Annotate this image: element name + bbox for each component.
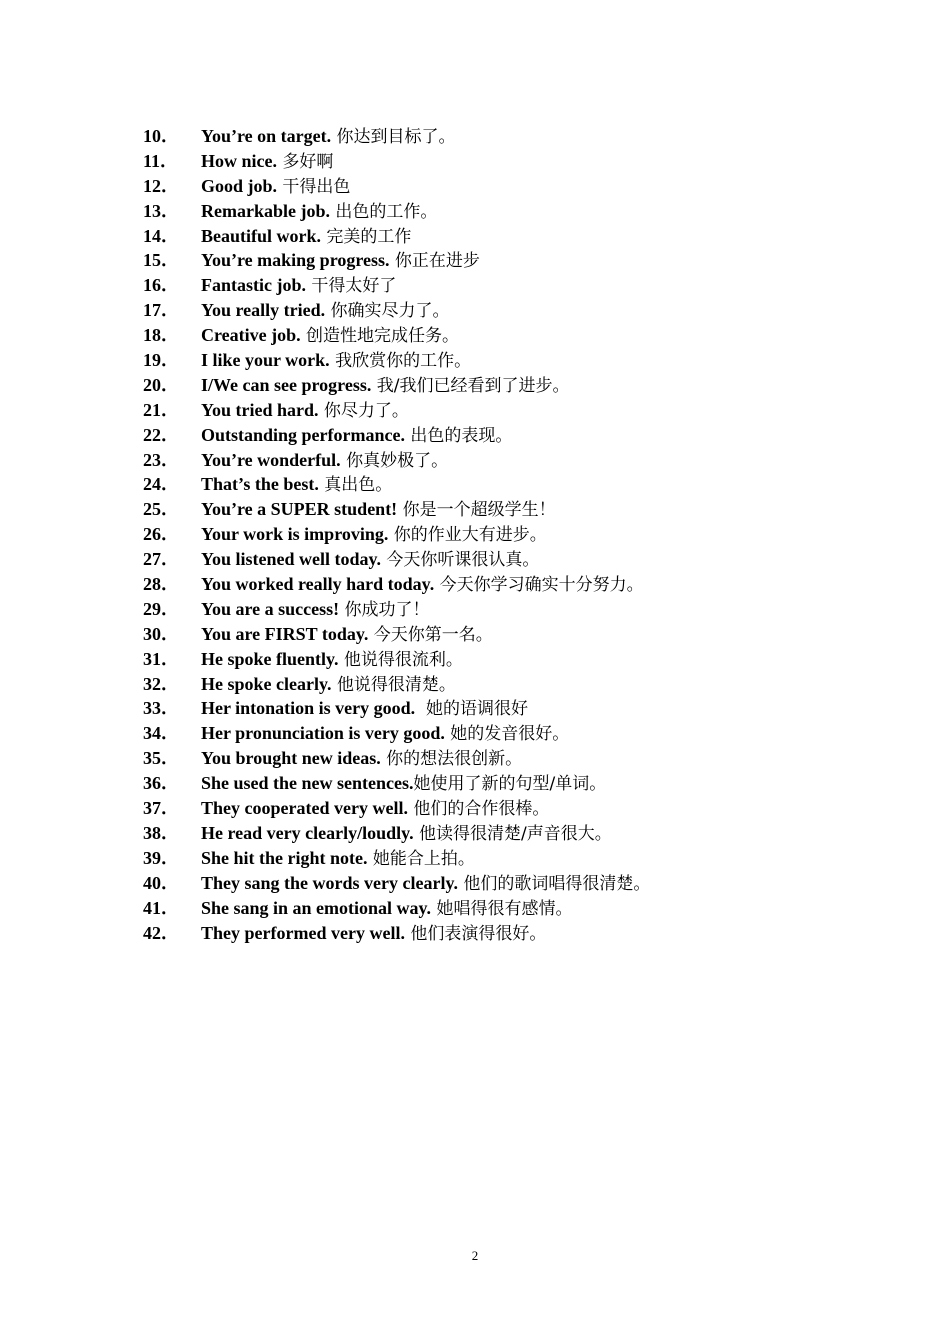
- chinese-translation: 今天你第一名。: [368, 624, 493, 645]
- item-number: 31．: [143, 648, 179, 669]
- chinese-translation: 你是一个超级学生！: [397, 500, 556, 521]
- chinese-translation: 我/我们已经看到了进步。: [371, 375, 570, 396]
- chinese-translation: 我欣赏你的工作。: [329, 351, 472, 372]
- list-item: [143, 124, 650, 149]
- item-number: 24．: [143, 474, 179, 495]
- english-phrase: You brought new ideas.: [201, 748, 381, 769]
- list-item: [143, 522, 650, 547]
- item-number: 12．: [143, 175, 179, 196]
- list-item: [143, 348, 650, 373]
- list-item: [143, 323, 650, 348]
- english-phrase: You are a success!: [201, 598, 340, 619]
- item-number: 18．: [143, 325, 179, 346]
- item-number: 21．: [143, 399, 179, 420]
- item-number: 26．: [143, 524, 179, 545]
- item-number: 35．: [143, 748, 179, 769]
- english-phrase: Her intonation is very good.: [201, 698, 416, 719]
- english-phrase: You are FIRST today.: [201, 623, 369, 644]
- english-phrase: They sang the words very clearly.: [201, 872, 458, 893]
- list-item: [143, 248, 650, 273]
- chinese-translation: 干得出色: [277, 176, 351, 197]
- item-number: 20．: [143, 374, 179, 395]
- english-phrase: Fantastic job.: [201, 275, 306, 296]
- english-phrase: You really tried.: [201, 300, 326, 321]
- list-item: [143, 273, 650, 298]
- list-item: [143, 622, 650, 647]
- english-phrase: You’re a SUPER student!: [201, 499, 398, 520]
- list-item: [143, 547, 650, 572]
- english-phrase: I/We can see progress.: [201, 374, 372, 395]
- list-item: [143, 821, 650, 846]
- english-phrase: He spoke fluently.: [201, 648, 339, 669]
- chinese-translation: 他说得很流利。: [338, 649, 463, 670]
- english-phrase: You worked really hard today.: [201, 574, 435, 595]
- page-number: 2: [471, 1248, 479, 1263]
- item-number: 27．: [143, 549, 179, 570]
- english-phrase: She used the new sentences.: [201, 773, 414, 794]
- item-number: 19．: [143, 350, 179, 371]
- item-number: 11．: [143, 150, 179, 171]
- item-number: 34．: [143, 723, 179, 744]
- list-item: [143, 298, 650, 323]
- list-item: [143, 497, 650, 522]
- list-item: [143, 398, 650, 423]
- item-number: 30．: [143, 623, 179, 644]
- chinese-translation: 你正在进步: [389, 251, 480, 272]
- chinese-translation: 今天你听课很认真。: [381, 550, 540, 571]
- phrase-list: [143, 124, 650, 945]
- list-item: [143, 448, 650, 473]
- list-item: [143, 846, 650, 871]
- chinese-translation: 你成功了！: [339, 599, 430, 620]
- english-phrase: Remarkable job.: [201, 200, 330, 221]
- item-number: 14．: [143, 225, 179, 246]
- english-phrase: He read very clearly/loudly.: [201, 822, 414, 843]
- list-item: [143, 572, 650, 597]
- chinese-translation: 他读得很清楚/声音很大。: [413, 823, 612, 844]
- chinese-translation: 你尽力了。: [318, 400, 409, 421]
- list-item: [143, 647, 650, 672]
- list-item: [143, 174, 650, 199]
- item-number: 33．: [143, 698, 179, 719]
- item-number: 38．: [143, 822, 179, 843]
- chinese-translation: 完美的工作: [321, 226, 412, 247]
- list-item: [143, 224, 650, 249]
- chinese-translation: 你达到目标了。: [331, 127, 456, 147]
- chinese-translation: 她唱得很有感情。: [431, 898, 573, 919]
- list-item: [143, 921, 650, 946]
- english-phrase: They cooperated very well.: [201, 798, 408, 819]
- chinese-translation: 多好啊: [277, 151, 334, 172]
- english-phrase: Your work is improving.: [201, 524, 389, 545]
- chinese-translation: 他们表演得很好。: [404, 923, 547, 944]
- chinese-translation: 你真妙极了。: [340, 450, 449, 471]
- item-number: 17．: [143, 300, 179, 321]
- chinese-translation: 她的语调很好: [415, 699, 528, 720]
- english-phrase: You tried hard.: [201, 399, 319, 420]
- chinese-translation: 她能合上拍。: [367, 848, 475, 869]
- item-number: 25．: [143, 499, 179, 520]
- item-number: 40．: [143, 872, 179, 893]
- chinese-translation: 你确实尽力了。: [325, 301, 450, 322]
- english-phrase: She sang in an emotional way.: [201, 897, 432, 918]
- list-item: [143, 672, 650, 697]
- english-phrase: Outstanding performance.: [201, 424, 405, 445]
- english-phrase: I like your work.: [201, 350, 330, 371]
- list-item: [143, 423, 650, 448]
- list-item: [143, 149, 650, 174]
- english-phrase: Good job.: [201, 175, 278, 196]
- english-phrase: You’re wonderful.: [201, 449, 341, 470]
- english-phrase: Creative job.: [201, 325, 301, 346]
- item-number: 36．: [143, 773, 179, 794]
- chinese-translation: 创造性地完成任务。: [300, 326, 460, 347]
- chinese-translation: 干得太好了: [306, 276, 397, 297]
- list-item: [143, 199, 650, 224]
- item-number: 28．: [143, 574, 179, 595]
- item-number: 32．: [143, 673, 179, 694]
- english-phrase: They performed very well.: [201, 922, 405, 943]
- item-number: 42．: [143, 922, 179, 943]
- item-number: 29．: [143, 598, 179, 619]
- chinese-translation: 他说得很清楚。: [331, 674, 456, 695]
- list-item: [143, 796, 650, 821]
- list-item: [143, 472, 650, 497]
- english-phrase: Her pronunciation is very good.: [201, 723, 445, 744]
- chinese-translation: 你的作业大有进步。: [388, 525, 547, 546]
- list-item: [143, 373, 650, 398]
- list-item: [143, 896, 650, 921]
- item-number: 13．: [143, 200, 179, 221]
- item-number: 41．: [143, 897, 179, 918]
- chinese-translation: 出色的表现。: [405, 425, 513, 446]
- english-phrase: Beautiful work.: [201, 225, 322, 246]
- chinese-translation: 她的发音很好。: [444, 724, 570, 745]
- item-number: 22．: [143, 424, 179, 445]
- english-phrase: She hit the right note.: [201, 847, 368, 868]
- english-phrase: You’re on target.: [201, 126, 332, 146]
- list-item: [143, 597, 650, 622]
- english-phrase: He spoke clearly.: [201, 673, 332, 694]
- list-item: [143, 721, 650, 746]
- english-phrase: That’s the best.: [201, 474, 319, 495]
- english-phrase: You listened well today.: [201, 549, 382, 570]
- item-number: 39．: [143, 847, 179, 868]
- english-phrase: You’re making progress.: [201, 250, 390, 271]
- list-item: [143, 696, 650, 721]
- item-number: 37．: [143, 798, 179, 819]
- english-phrase: How nice.: [201, 150, 277, 171]
- item-number: 23．: [143, 449, 179, 470]
- list-item: [143, 771, 650, 796]
- chinese-translation: 今天你学习确实十分努力。: [434, 575, 644, 596]
- item-number: 10．: [143, 126, 179, 146]
- chinese-translation: 他们的合作很棒。: [407, 799, 550, 820]
- chinese-translation: 她使用了新的句型/单词。: [413, 774, 607, 795]
- chinese-translation: 出色的工作。: [330, 201, 438, 222]
- list-item: [143, 746, 650, 771]
- list-item: [143, 871, 650, 896]
- chinese-translation: 真出色。: [318, 475, 393, 496]
- chinese-translation: 他们的歌词唱得很清楚。: [457, 873, 651, 894]
- item-number: 15．: [143, 250, 179, 271]
- chinese-translation: 你的想法很创新。: [380, 749, 523, 770]
- item-number: 16．: [143, 275, 179, 296]
